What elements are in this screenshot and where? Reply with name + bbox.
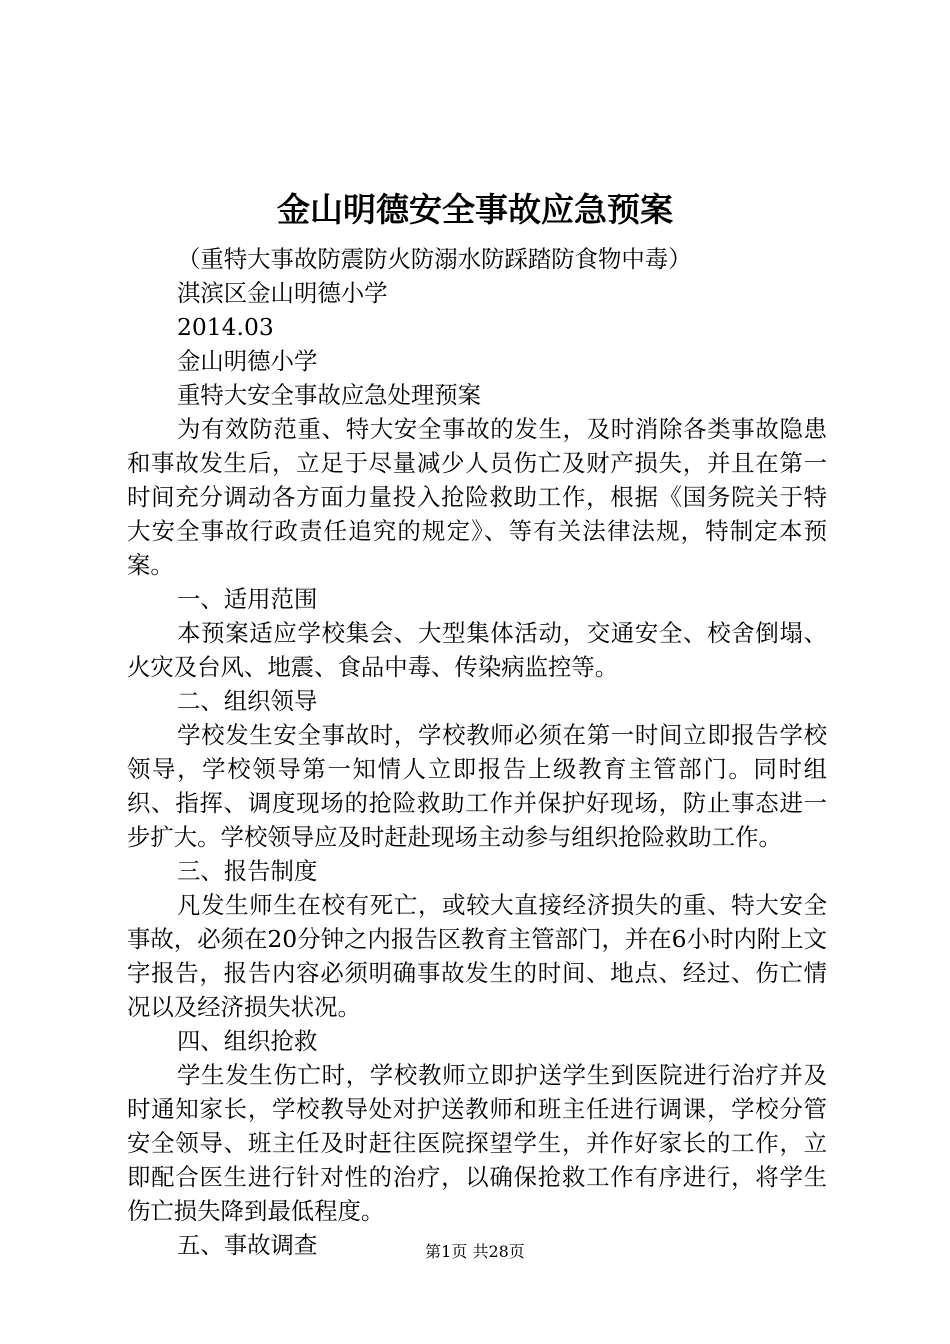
organization: 淇滨区金山明德小学 — [177, 279, 388, 307]
section-heading: 四、组织抢救 — [177, 1027, 318, 1055]
document-body — [127, 242, 827, 1262]
intro-paragraph: 为有效防范重、特大安全事故的发生，及时消除各类事故隐患和事故发生后，立足于尽量减少人员伤亡及财产损失，并且在第一时间充分调动各方面力量投入抢险救助工作，根据《国务院关于特大安全事故行政责任追究的规定》、等有关法律法规，特制定本预案。 — [127, 415, 827, 579]
section-heading: 一、适用范围 — [177, 585, 318, 613]
section-body: 凡发生师生在校有死亡，或较大直接经济损失的重、特大安全事故，必须在20分钟之内报告区教育主管部门，并在6小时内附上文字报告，报告内容必须明确事故发生的时间、地点、经过、伤亡情况以及经济损失状况。 — [127, 891, 827, 1021]
section-heading: 三、报告制度 — [177, 857, 318, 885]
school-name: 金山明德小学 — [177, 347, 318, 375]
date: 2014.03 — [177, 313, 274, 341]
document-title: 金山明德安全事故应急预案 — [277, 190, 673, 229]
page-number: 第1页 共28页 — [425, 1242, 525, 1261]
section-body: 本预案适应学校集会、大型集体活动，交通安全、校舍倒塌、火灾及台风、地震、食品中毒、传染病监控等。 — [127, 619, 827, 681]
subtitle: （重特大事故防震防火防溺水防踩踏防食物中毒） — [177, 245, 692, 273]
section-heading: 二、组织领导 — [177, 687, 318, 715]
section-body: 学生发生伤亡时，学校教师立即护送学生到医院进行治疗并及时通知家长，学校教导处对护送教师和班主任进行调课，学校分管安全领导、班主任及时赶往医院探望学生，并作好家长的工作，立即配合医生进行针对性的治疗，以确保抢救工作有序进行，将学生伤亡损失降到最低程度。 — [127, 1061, 827, 1225]
section-body: 学校发生安全事故时，学校教师必须在第一时间立即报告学校领导，学校领导第一知情人立即报告上级教育主管部门。同时组织、指挥、调度现场的抢险救助工作并保护好现场，防止事态进一步扩大。学校领导应及时赶赴现场主动参与组织抢险救助工作。 — [127, 721, 827, 851]
plan-name: 重特大安全事故应急处理预案 — [177, 381, 482, 409]
section-heading: 五、事故调查 — [177, 1231, 318, 1259]
